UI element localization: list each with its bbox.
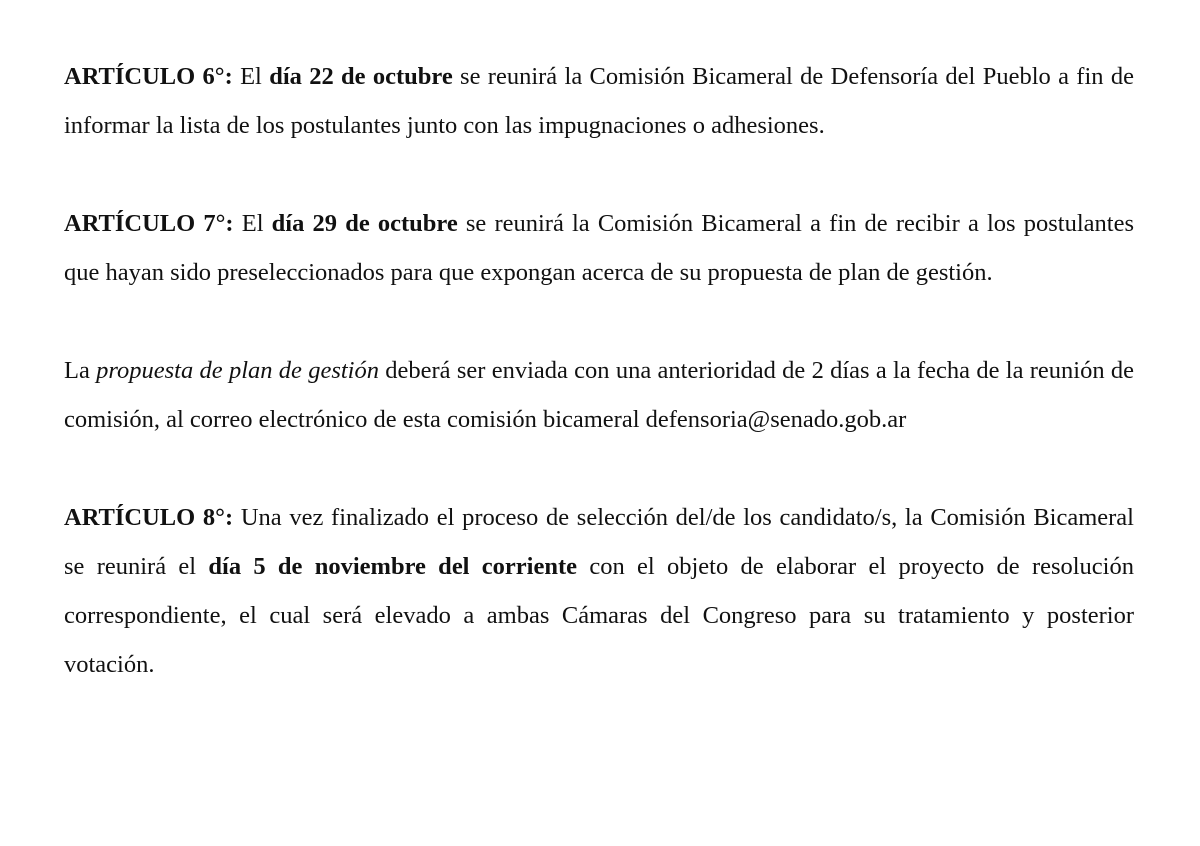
article-8-text-b: con el objeto de elaborar el proyecto de resolución correspondiente, el cual será elevado a ambas Cámaras del Congreso para su tratamiento y posterior votación. xyxy=(64,553,1134,678)
article-8 xyxy=(64,493,1134,689)
submission-note xyxy=(64,346,1134,444)
article-6-label: ARTÍCULO 6°: xyxy=(64,63,233,90)
article-7 xyxy=(64,199,1134,297)
submission-note-text-a: La xyxy=(64,357,97,384)
document-page xyxy=(64,52,1134,689)
article-6-text-a: El xyxy=(232,63,270,90)
article-8-label: ARTÍCULO 8°: xyxy=(64,504,234,531)
article-8-date: día 5 de noviembre del corriente xyxy=(208,553,578,580)
article-6-text-b: se reunirá la Comisión Bicameral de Defensoría del Pueblo a fin de informar la lista de los postulantes junto con las impugnaciones o adhesiones. xyxy=(64,63,1134,139)
article-8-text-a: Una vez finalizado el proceso de selección del/de los candidato/s, la Comisión Bicameral se reunirá el xyxy=(64,504,1134,580)
submission-note-text-b: deberá ser enviada con una anterioridad de 2 días a la fecha de la reunión de comisión, al correo electrónico de esta comisión bicameral defensoria@senado.gob.ar xyxy=(64,357,1134,433)
article-7-text-a: El xyxy=(233,210,272,237)
article-7-label: ARTÍCULO 7°: xyxy=(64,210,234,237)
article-7-text-b: se reunirá la Comisión Bicameral a fin de recibir a los postulantes que hayan sido preseleccionados para que expongan acerca de su propuesta de plan de gestión. xyxy=(64,210,1134,286)
article-7-date: día 29 de octubre xyxy=(271,210,458,237)
article-6-date: día 22 de octubre xyxy=(269,63,453,90)
submission-note-italic: propuesta de plan de gestión xyxy=(96,357,379,384)
article-6 xyxy=(64,52,1134,150)
